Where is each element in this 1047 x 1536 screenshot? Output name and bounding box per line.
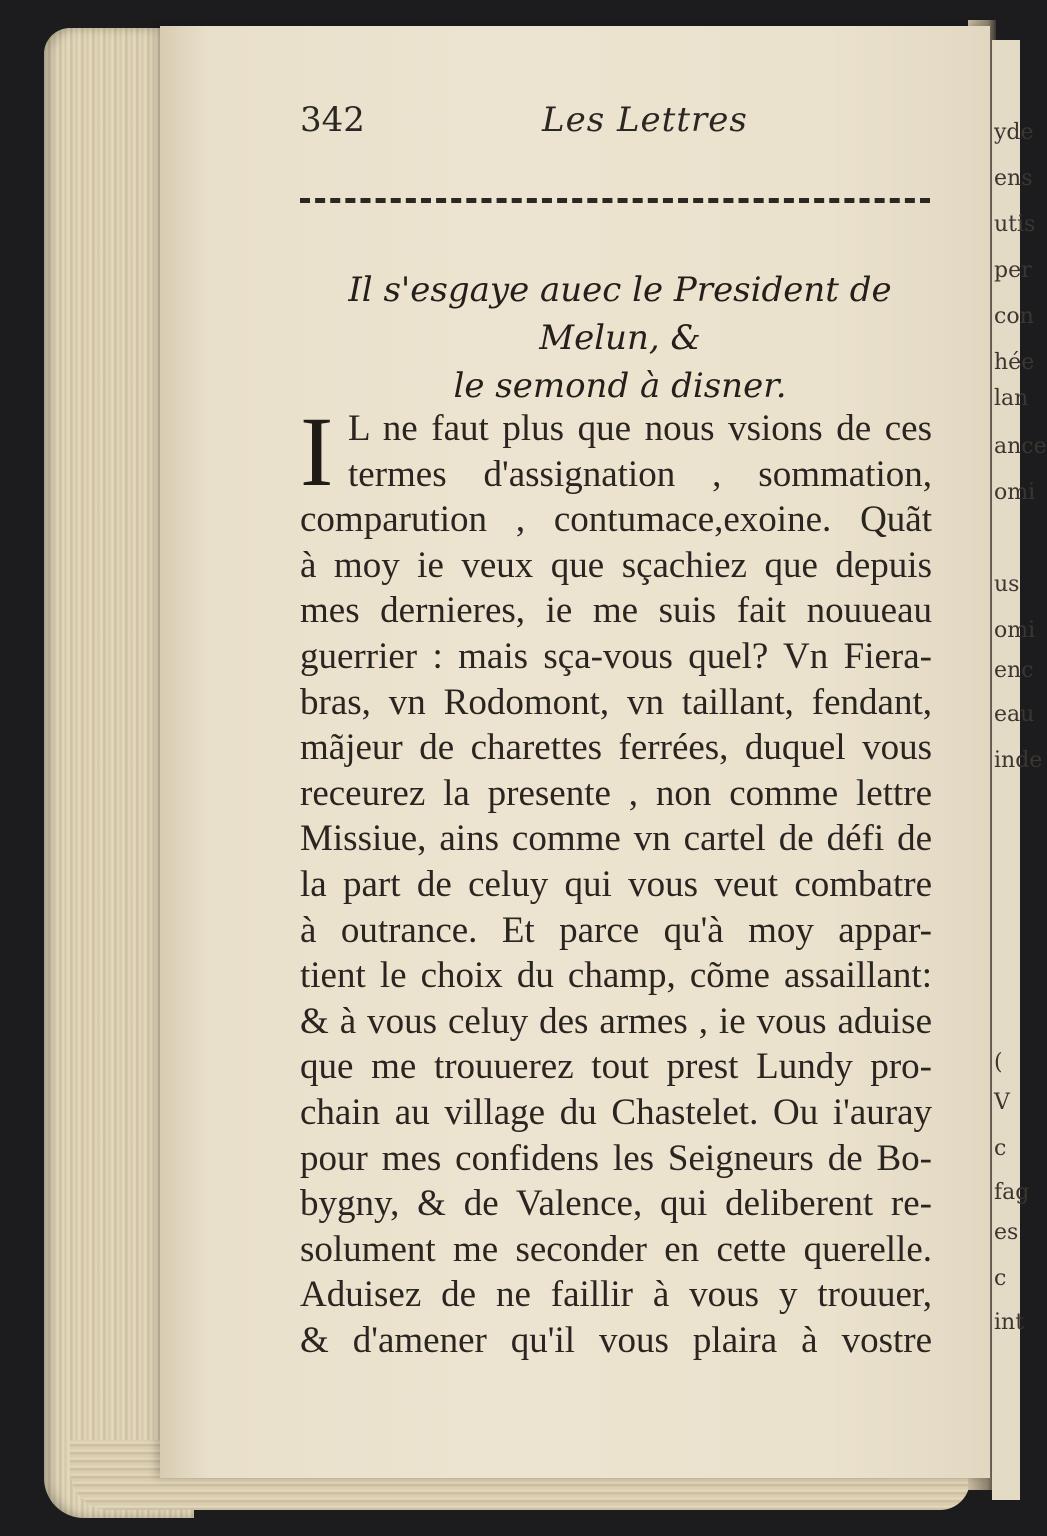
running-head: Les Lettres — [542, 100, 748, 140]
text-line: tient le choix du champ, cõme assaillant: — [300, 955, 932, 997]
facing-fragment: per — [994, 258, 1032, 283]
text-line: termes d'assignation , sommation, — [348, 453, 932, 495]
drop-cap: I — [300, 396, 334, 507]
text-line: bygny, & de Valence, qui deliberent re- — [300, 1183, 932, 1225]
letter-heading — [300, 266, 940, 410]
facing-fragment: utis — [994, 212, 1036, 237]
facing-fragment: omi — [994, 618, 1036, 643]
facing-fragment: us — [994, 572, 1020, 597]
text-line: mãjeur de charettes ferrées, duquel vous — [300, 727, 932, 769]
text-line: comparution , contumace,exoine. Quãt — [300, 499, 932, 541]
facing-fragment: inde — [994, 748, 1043, 773]
facing-fragment: fag — [994, 1180, 1030, 1205]
facing-fragment: c — [994, 1136, 1007, 1161]
facing-fragment: eau — [994, 702, 1035, 727]
text-line: chain au village du Chastelet. Ou i'auray — [300, 1091, 932, 1133]
facing-fragment: ens — [994, 166, 1033, 191]
facing-fragment: hée — [994, 350, 1035, 375]
facing-fragment: omi — [994, 480, 1036, 505]
heading-line: Il s'esgaye auec le President de Melun, & — [348, 270, 892, 358]
facing-page — [992, 40, 1047, 1500]
text-line: bras, vn Rodomont, vn taillant, fendant, — [300, 681, 932, 723]
facing-fragment: con — [994, 304, 1034, 329]
facing-fragment: int — [994, 1310, 1025, 1335]
text-line: à outrance. Et parce qu'à moy appar- — [300, 909, 932, 951]
text-line: & d'amener qu'il vous plaira à vostre — [300, 1319, 932, 1361]
text-line: L ne faut plus que nous vsions de ces — [348, 408, 932, 449]
text-line: receurez la presente , non comme lettre — [300, 772, 932, 814]
text-line: & à vous celuy des armes , ie vous aduise — [300, 1000, 932, 1042]
facing-fragment: ( — [994, 1050, 1003, 1075]
header-rule — [300, 198, 930, 203]
facing-fragment: lan — [994, 386, 1029, 411]
page-header — [300, 100, 940, 160]
facing-fragment: yde — [994, 120, 1034, 145]
text-line: Aduisez de ne faillir à vous y trouuer, — [300, 1274, 932, 1316]
facing-fragment: ance — [994, 434, 1047, 459]
text-line: guerrier : mais sça-vous quel? Vn Fiera- — [300, 635, 932, 677]
facing-fragment: V — [994, 1090, 1010, 1115]
text-line: pour mes confidens les Seigneurs de Bo- — [300, 1137, 932, 1179]
facing-fragment: c — [994, 1266, 1007, 1291]
text-line: solument me seconder en cette querelle. — [300, 1228, 932, 1270]
text-line: la part de celuy qui vous veut combatre — [300, 863, 932, 905]
letter-body — [300, 396, 932, 1363]
facing-fragment: enc — [994, 658, 1034, 683]
facing-fragment: es — [994, 1220, 1019, 1245]
heading-line: le semond à disner. — [453, 366, 787, 406]
text-line: que me trouuerez tout prest Lundy pro- — [300, 1046, 932, 1088]
text-line: Missiue, ains comme vn cartel de défi de — [300, 818, 932, 860]
page-number: 342 — [300, 100, 365, 140]
text-line: à moy ie veux que sçachiez que depuis — [300, 544, 932, 586]
text-line: mes dernieres, ie me suis fait nouueau — [300, 590, 932, 632]
